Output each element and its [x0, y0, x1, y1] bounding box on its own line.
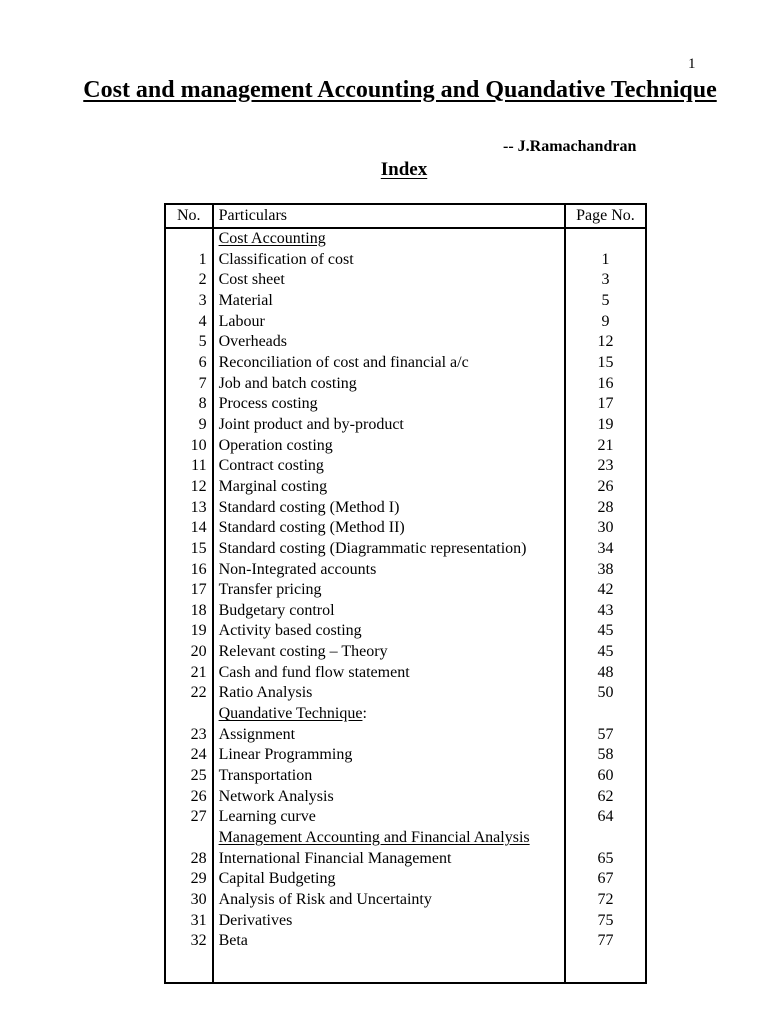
header-row	[165, 204, 646, 228]
row-number: 32	[165, 931, 213, 952]
blank-cell	[565, 952, 646, 983]
blank-row	[165, 952, 646, 983]
row-number: 14	[165, 518, 213, 539]
row-particular: Operation costing	[213, 436, 565, 457]
header-no: No.	[165, 204, 213, 228]
row-particular: Analysis of Risk and Uncertainty	[213, 890, 565, 911]
table-row	[165, 642, 646, 663]
row-page-no: 21	[597, 436, 614, 454]
author: -- J.Ramachandran	[503, 138, 637, 155]
row-page-no: 72	[597, 891, 614, 908]
table-row	[165, 436, 646, 457]
document-title	[0, 74, 768, 106]
table-row	[165, 931, 646, 952]
table-row	[165, 601, 646, 622]
row-page-no: 12	[597, 333, 614, 351]
row-number: 16	[165, 560, 213, 581]
index-table	[164, 203, 647, 984]
section-row	[165, 704, 646, 725]
row-page-no: 30	[597, 519, 614, 537]
row-number: 27	[165, 807, 213, 828]
row-particular: Contract costing	[213, 456, 565, 477]
row-page-no: 9	[601, 312, 610, 330]
row-number: 24	[165, 745, 213, 766]
row-particular: Activity based costing	[213, 621, 565, 642]
section-label: Cost Accounting	[218, 230, 326, 247]
row-number: 23	[165, 725, 213, 746]
row-particular: Beta	[213, 931, 565, 952]
row-particular: Joint product and by-product	[213, 415, 565, 436]
table-row	[165, 477, 646, 498]
row-number: 15	[165, 539, 213, 560]
row-number: 5	[165, 332, 213, 353]
table-row	[165, 807, 646, 828]
row-page-no: 65	[597, 849, 614, 867]
header-particulars: Particulars	[213, 204, 565, 228]
section-row	[165, 828, 646, 849]
row-particular: Assignment	[213, 725, 565, 746]
row-number: 7	[165, 374, 213, 395]
row-number: 19	[165, 621, 213, 642]
index-table-header	[165, 204, 646, 228]
row-page-no: 58	[597, 746, 614, 764]
row-page-no: 60	[597, 767, 614, 785]
table-row	[165, 621, 646, 642]
table-row	[165, 415, 646, 436]
table-row	[165, 456, 646, 477]
row-number: 18	[165, 601, 213, 622]
table-row	[165, 353, 646, 374]
row-number: 3	[165, 291, 213, 312]
row-page-no: 45	[597, 622, 614, 640]
row-number: 10	[165, 436, 213, 457]
row-number: 4	[165, 312, 213, 333]
table-row	[165, 849, 646, 870]
table-row	[165, 580, 646, 601]
table-row	[165, 539, 646, 560]
row-number: 1	[165, 250, 213, 271]
row-page-no: 62	[597, 787, 614, 805]
row-page-no: 48	[597, 663, 614, 681]
row-page-no: 67	[597, 870, 614, 888]
row-particular: Budgetary control	[213, 601, 565, 622]
row-particular: Reconciliation of cost and financial a/c	[213, 353, 565, 374]
row-particular: Classification of cost	[213, 250, 565, 271]
section-page-cell	[565, 704, 646, 725]
row-page-no: 64	[597, 808, 614, 826]
row-number: 13	[165, 498, 213, 519]
table-row	[165, 745, 646, 766]
section-label-cell	[213, 828, 565, 849]
section-label-suffix: :	[362, 705, 367, 723]
row-number: 29	[165, 869, 213, 890]
row-number: 12	[165, 477, 213, 498]
row-particular: Learning curve	[213, 807, 565, 828]
row-page-no: 43	[597, 601, 614, 619]
row-particular: Cash and fund flow statement	[213, 663, 565, 684]
row-particular: Transfer pricing	[213, 580, 565, 601]
table-row	[165, 766, 646, 787]
section-label-cell	[213, 704, 565, 725]
table-row	[165, 890, 646, 911]
row-page-no: 5	[601, 291, 610, 309]
table-row	[165, 291, 646, 312]
row-particular: Job and batch costing	[213, 374, 565, 395]
row-page-no: 57	[597, 725, 614, 743]
row-number: 21	[165, 663, 213, 684]
index-table-body	[165, 228, 646, 983]
row-number: 30	[165, 890, 213, 911]
row-particular: Standard costing (Method II)	[213, 518, 565, 539]
row-number: 22	[165, 683, 213, 704]
row-page-no: 45	[597, 643, 614, 661]
table-row	[165, 560, 646, 581]
row-particular: Ratio Analysis	[213, 683, 565, 704]
section-row	[165, 228, 646, 250]
index-heading: Index	[380, 159, 428, 180]
row-particular: Standard costing (Diagrammatic representation)	[213, 539, 565, 560]
document-title-text: Cost and management Accounting and Quandative Technique	[83, 77, 717, 103]
section-page-cell	[565, 828, 646, 849]
row-page-no: 16	[597, 374, 614, 392]
table-row	[165, 663, 646, 684]
row-particular: Non-Integrated accounts	[213, 560, 565, 581]
table-row	[165, 332, 646, 353]
row-page-no: 38	[597, 560, 614, 578]
row-page-no: 42	[597, 581, 614, 599]
section-no-cell	[165, 828, 213, 849]
section-page-cell	[565, 228, 646, 250]
row-particular: Process costing	[213, 394, 565, 415]
row-particular: Transportation	[213, 766, 565, 787]
row-page-no: 3	[601, 271, 610, 289]
row-particular: Derivatives	[213, 911, 565, 932]
table-row	[165, 787, 646, 808]
row-page-no: 75	[597, 911, 614, 929]
row-number: 8	[165, 394, 213, 415]
blank-cell	[213, 952, 565, 983]
row-particular: Overheads	[213, 332, 565, 353]
table-row	[165, 374, 646, 395]
row-particular: Cost sheet	[213, 270, 565, 291]
row-number: 26	[165, 787, 213, 808]
section-label-cell	[213, 228, 565, 250]
table-row	[165, 250, 646, 271]
row-page-no: 26	[597, 477, 614, 495]
row-particular: Marginal costing	[213, 477, 565, 498]
row-particular: Relevant costing – Theory	[213, 642, 565, 663]
row-page-no: 50	[597, 684, 614, 702]
section-label: Management Accounting and Financial Analysis	[218, 829, 530, 847]
row-page-no: 15	[597, 353, 614, 371]
table-row	[165, 270, 646, 291]
row-page-no: 17	[597, 395, 614, 413]
section-label: Quandative Technique	[218, 705, 363, 723]
row-particular: Network Analysis	[213, 787, 565, 808]
row-number: 9	[165, 415, 213, 436]
row-number: 31	[165, 911, 213, 932]
row-particular: Capital Budgeting	[213, 869, 565, 890]
row-number: 6	[165, 353, 213, 374]
table-row	[165, 312, 646, 333]
row-page-no: 19	[597, 415, 614, 433]
table-row	[165, 498, 646, 519]
table-row	[165, 683, 646, 704]
row-page-no: 1	[601, 250, 610, 268]
row-particular: Standard costing (Method I)	[213, 498, 565, 519]
row-page-no: 77	[597, 932, 614, 950]
row-number: 25	[165, 766, 213, 787]
row-page-no: 28	[597, 498, 614, 516]
row-number: 28	[165, 849, 213, 870]
blank-cell	[165, 952, 213, 983]
table-row	[165, 869, 646, 890]
row-number: 17	[165, 580, 213, 601]
table-row	[165, 911, 646, 932]
row-particular: Labour	[213, 312, 565, 333]
row-particular: International Financial Management	[213, 849, 565, 870]
row-number: 11	[165, 456, 213, 477]
section-no-cell	[165, 704, 213, 725]
table-row	[165, 518, 646, 539]
row-particular: Linear Programming	[213, 745, 565, 766]
row-page-no: 23	[597, 457, 614, 475]
row-number: 2	[165, 270, 213, 291]
table-row	[165, 725, 646, 746]
header-page-no: Page No.	[565, 204, 646, 228]
row-particular: Material	[213, 291, 565, 312]
section-no-cell	[165, 228, 213, 250]
row-number: 20	[165, 642, 213, 663]
row-page-no: 34	[597, 539, 614, 557]
page-number: 1	[688, 56, 696, 72]
table-row	[165, 394, 646, 415]
